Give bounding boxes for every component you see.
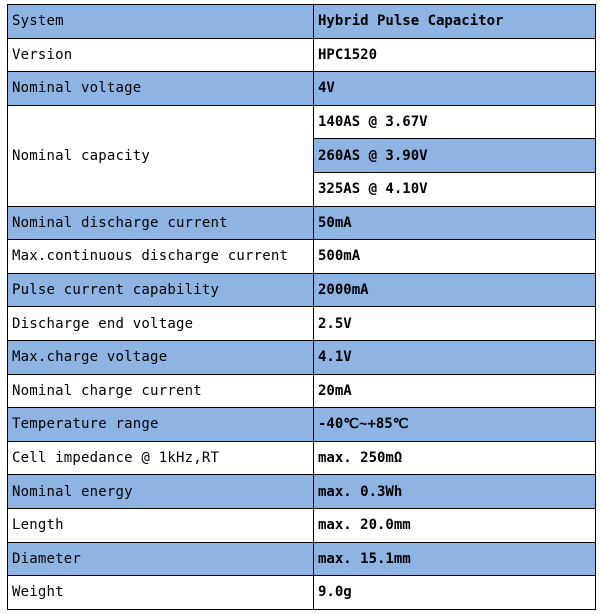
- max-charge-voltage-label: Max.charge voltage: [8, 340, 314, 374]
- diameter-value: max. 15.1mm: [314, 542, 596, 576]
- weight-label: Weight: [8, 576, 314, 610]
- table-row: [8, 307, 596, 341]
- version-label: Version: [8, 38, 314, 72]
- table-row: [8, 273, 596, 307]
- table-row: [8, 408, 596, 442]
- cell-impedance-value: max. 250mΩ: [314, 441, 596, 475]
- length-label: Length: [8, 508, 314, 542]
- nominal-energy-label: Nominal energy: [8, 475, 314, 509]
- max-charge-voltage-value: 4.1V: [314, 340, 596, 374]
- temperature-range-value: -40℃~+85℃: [314, 408, 596, 442]
- table-row: [8, 340, 596, 374]
- table-row: [8, 5, 596, 39]
- max-continuous-discharge-current-value: 500mA: [314, 240, 596, 274]
- nominal-capacity-label: Nominal capacity: [8, 105, 314, 206]
- table-row: [8, 38, 596, 72]
- table-row: [8, 441, 596, 475]
- nominal-discharge-current-value: 50mA: [314, 206, 596, 240]
- table-row: [8, 542, 596, 576]
- table-row: [8, 508, 596, 542]
- table-row: [8, 374, 596, 408]
- table-row: [8, 475, 596, 509]
- nominal-capacity-value-1: 140AS @ 3.67V: [314, 105, 596, 139]
- max-continuous-discharge-current-label: Max.continuous discharge current: [8, 240, 314, 274]
- weight-value: 9.0g: [314, 576, 596, 610]
- system-value: Hybrid Pulse Capacitor: [314, 5, 596, 39]
- system-label: System: [8, 5, 314, 39]
- length-value: max. 20.0mm: [314, 508, 596, 542]
- nominal-charge-current-value: 20mA: [314, 374, 596, 408]
- table-row: [8, 72, 596, 106]
- table-row: [8, 240, 596, 274]
- nominal-charge-current-label: Nominal charge current: [8, 374, 314, 408]
- nominal-voltage-label: Nominal voltage: [8, 72, 314, 106]
- cell-impedance-label: Cell impedance @ 1kHz,RT: [8, 441, 314, 475]
- pulse-current-capability-label: Pulse current capability: [8, 273, 314, 307]
- table-row: [8, 105, 596, 139]
- table-row: [8, 576, 596, 610]
- discharge-end-voltage-label: Discharge end voltage: [8, 307, 314, 341]
- nominal-discharge-current-label: Nominal discharge current: [8, 206, 314, 240]
- temperature-range-label: Temperature range: [8, 408, 314, 442]
- spec-table: [7, 4, 596, 610]
- pulse-current-capability-value: 2000mA: [314, 273, 596, 307]
- table-row: [8, 206, 596, 240]
- diameter-label: Diameter: [8, 542, 314, 576]
- nominal-voltage-value: 4V: [314, 72, 596, 106]
- discharge-end-voltage-value: 2.5V: [314, 307, 596, 341]
- version-value: HPC1520: [314, 38, 596, 72]
- nominal-capacity-value-2: 260AS @ 3.90V: [314, 139, 596, 173]
- nominal-energy-value: max. 0.3Wh: [314, 475, 596, 509]
- nominal-capacity-value-3: 325AS @ 4.10V: [314, 172, 596, 206]
